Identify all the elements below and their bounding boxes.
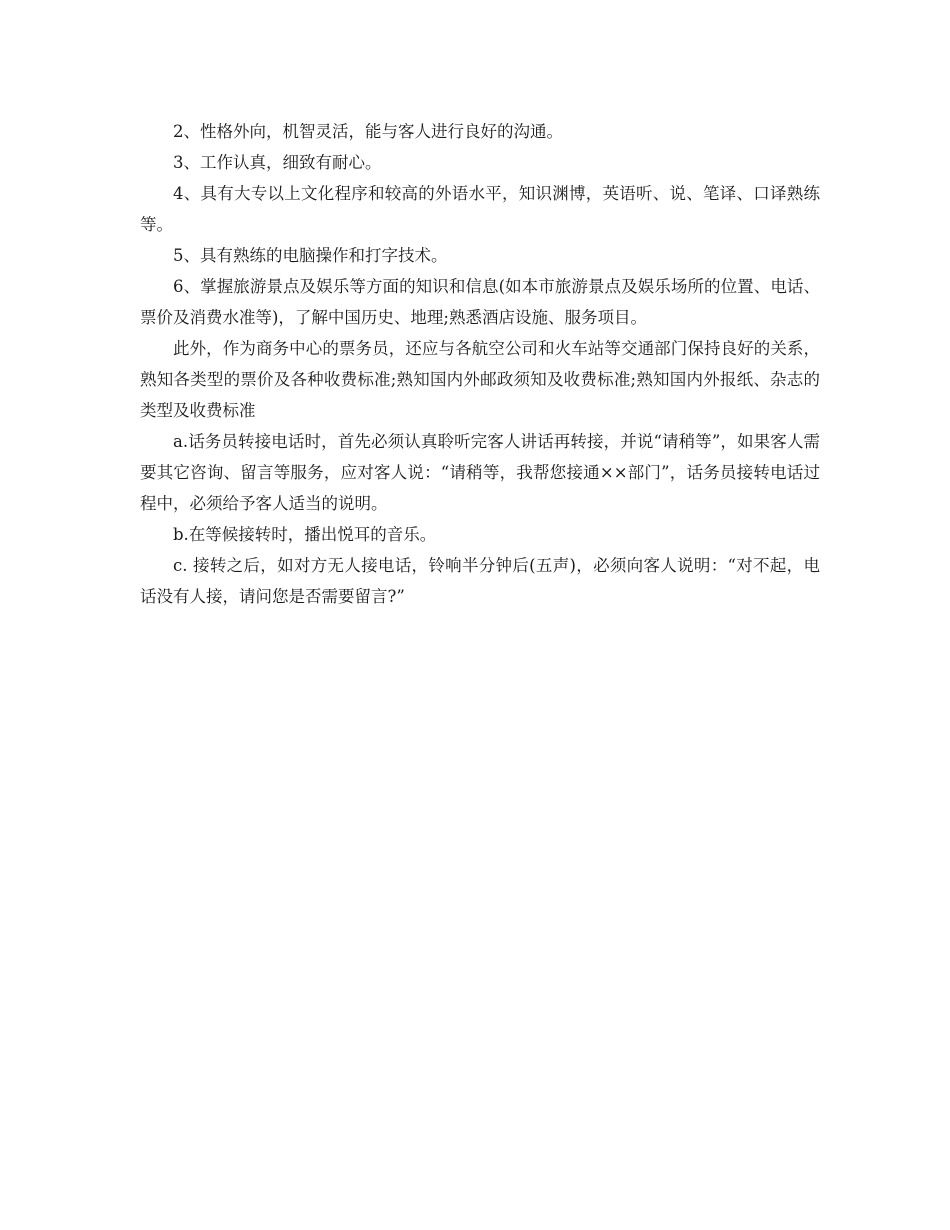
paragraph-requirement-2: 2、性格外向，机智灵活，能与客人进行良好的沟通。: [173, 122, 563, 141]
paragraph-item-a: a.话务员转接电话时，首先必须认真聆听完客人讲话再转接，并说“请稍等”，如果客人需要其它咨询、留言等服务，应对客人说：“请稍等，我帮您接通××部门”，话务员接转电话过程中，必须给予客人适当的说明。: [140, 432, 820, 513]
paragraph-ticket-clerk: 此外，作为商务中心的票务员，还应与各航空公司和火车站等交通部门保持良好的关系，熟知各类型的票价及各种收费标准;熟知国内外邮政须知及收费标准;熟知国内外报纸、杂志的类型及收费标准: [140, 339, 820, 420]
paragraph-requirement-4: 4、具有大专以上文化程序和较高的外语水平，知识渊博，英语听、说、笔译、口译熟练等。: [140, 184, 820, 234]
paragraph-requirement-5: 5、具有熟练的电脑操作和打字技术。: [173, 246, 448, 265]
paragraph-item-c: c. 接转之后，如对方无人接电话，铃响半分钟后(五声)，必须向客人说明：“对不起，电话没有人接，请问您是否需要留言?”: [140, 556, 820, 606]
paragraph-item-b: b.在等候接转时，播出悦耳的音乐。: [173, 525, 437, 544]
paragraph-requirement-6: 6、掌握旅游景点及娱乐等方面的知识和信息(如本市旅游景点及娱乐场所的位置、电话、票价及消费水准等)，了解中国历史、地理;熟悉酒店设施、服务项目。: [140, 277, 820, 327]
paragraph-requirement-3: 3、工作认真，细致有耐心。: [173, 153, 382, 172]
document-body: [140, 116, 820, 612]
